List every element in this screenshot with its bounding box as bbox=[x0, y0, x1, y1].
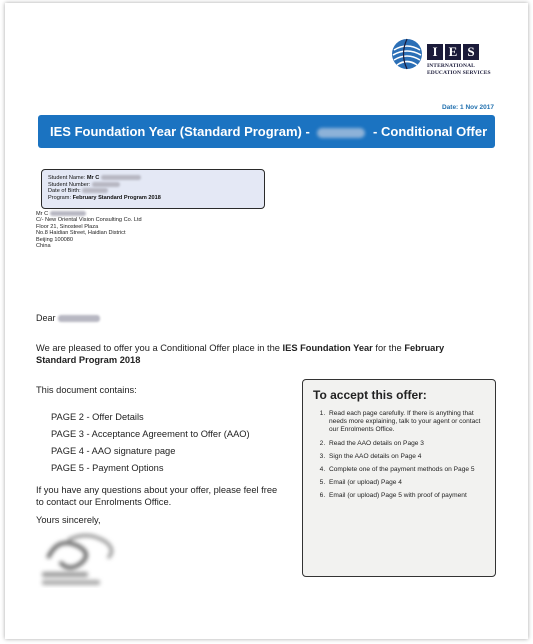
accept-step: 2. Read the AAO details on Page 3 bbox=[327, 440, 485, 448]
student-number-label: Student Number: bbox=[48, 181, 91, 188]
student-name-value: Mr C bbox=[86, 175, 100, 181]
student-details-box bbox=[41, 169, 265, 209]
redacted-name bbox=[317, 128, 365, 138]
program-label: Program: bbox=[48, 194, 72, 201]
page-list-item: PAGE 4 - AAO signature page bbox=[51, 446, 176, 456]
signature-image bbox=[38, 528, 133, 588]
accept-title: To accept this offer: bbox=[313, 388, 427, 402]
redacted-number bbox=[92, 182, 120, 187]
questions-paragraph: If you have any questions about your offer, please feel free to contact our Enrolments Office. bbox=[36, 485, 278, 507]
accept-step: 4. Complete one of the payment methods on Page 5 bbox=[327, 466, 485, 474]
student-name-label: Student Name: bbox=[48, 175, 86, 181]
address-line: China bbox=[36, 243, 51, 250]
address-line: C/- New Oriental Vision Consulting Co. Ltd bbox=[36, 217, 142, 224]
intro-program-name: IES Foundation Year bbox=[282, 343, 373, 353]
logo-letter: I bbox=[427, 44, 443, 60]
logo-letters bbox=[427, 44, 479, 60]
redacted-name bbox=[50, 211, 86, 216]
redacted-name bbox=[101, 175, 141, 180]
accept-step: 6. Email (or upload) Page 5 with proof of payment bbox=[327, 492, 485, 500]
accept-step: 5. Email (or upload) Page 4 bbox=[327, 479, 485, 487]
closing: Yours sincerely, bbox=[36, 515, 101, 525]
logo-line-2: EDUCATION SERVICES bbox=[427, 69, 491, 76]
redacted-name bbox=[58, 315, 100, 322]
accept-step: 1. Read each page carefully. If there is anything that needs more explaining, talk to your agent or contact our Enrolments Office. bbox=[327, 410, 485, 435]
ies-logo bbox=[391, 36, 501, 86]
intro-paragraph bbox=[36, 343, 476, 366]
address-line: Floor 21, Sinosteel Plaza bbox=[36, 223, 99, 230]
address-line: No.8 Haidian Street, Haidian District bbox=[36, 230, 126, 237]
logo-letter: E bbox=[445, 44, 461, 60]
globe-logo-icon bbox=[391, 38, 423, 70]
page-list bbox=[51, 409, 250, 477]
accept-offer-box bbox=[302, 379, 496, 577]
program-value: February Standard Program 2018 bbox=[72, 194, 161, 201]
offer-letter-page bbox=[5, 3, 528, 639]
program-row bbox=[48, 195, 264, 202]
salutation bbox=[36, 313, 100, 323]
logo-line-1: INTERNATIONAL bbox=[427, 63, 475, 69]
accept-steps-list bbox=[313, 410, 485, 501]
intro-program-intake: February Standard Program 2018 bbox=[36, 343, 445, 365]
banner-title-prefix: IES Foundation Year (Standard Program) - bbox=[50, 124, 310, 139]
recipient-address bbox=[36, 211, 142, 249]
logo-letter: S bbox=[463, 44, 479, 60]
accept-step: 3. Sign the AAO details on Page 4 bbox=[327, 453, 485, 461]
address-line: Beijing 100080 bbox=[36, 236, 74, 243]
banner-title-suffix: - Conditional Offer bbox=[373, 124, 488, 139]
contains-heading: This document contains: bbox=[36, 385, 137, 395]
intro-text: for the bbox=[375, 343, 402, 353]
salutation-text: Dear bbox=[36, 313, 56, 323]
redacted-dob bbox=[82, 188, 108, 193]
dob-label: Date of Birth: bbox=[48, 188, 81, 194]
page-list-item: PAGE 3 - Acceptance Agreement to Offer (AAO) bbox=[51, 429, 250, 439]
letter-date: Date: 1 Nov 2017 bbox=[441, 104, 494, 111]
logo-subtitle bbox=[427, 63, 491, 76]
page-list-item: PAGE 5 - Payment Options bbox=[51, 463, 164, 473]
intro-text: We are pleased to offer you a Conditional Offer place in the bbox=[36, 343, 280, 353]
offer-title-banner bbox=[38, 115, 495, 148]
address-name: Mr C bbox=[36, 211, 49, 217]
page-list-item: PAGE 2 - Offer Details bbox=[51, 412, 144, 422]
